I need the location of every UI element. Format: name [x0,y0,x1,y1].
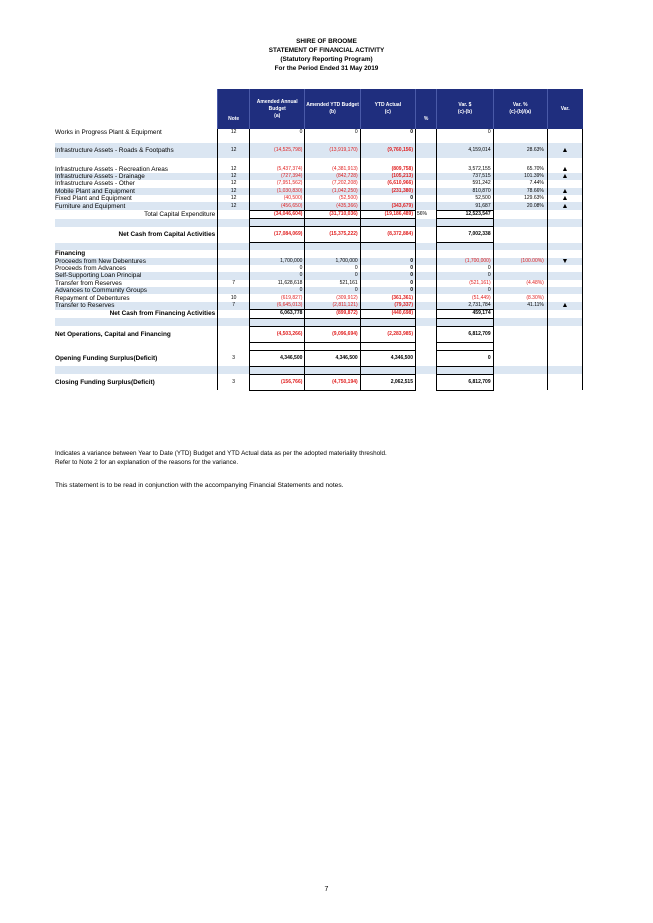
row-label: Infrastructure Assets - Other [55,180,135,188]
row-ytd-budget: (1,042,250) [305,188,360,195]
row-var-arrow [547,326,582,342]
row-var-arrow [547,210,582,218]
row-ytd-actual: 0 [360,129,415,136]
row-label: Fixed Plant and Equipment [55,195,132,203]
spacer-row [55,318,583,326]
row-var-pct [493,272,547,279]
row-note: 12 [218,143,250,158]
row-ytd-actual: (361,361) [360,294,415,301]
row-var-dollar: 0 [437,272,493,279]
row-var-pct [493,210,547,218]
row-note: 12 [218,129,250,136]
row-ytd-budget: (435,366) [305,202,360,210]
row-ytd-actual: 0 [360,265,415,272]
table-row [55,302,583,310]
table-header-row [55,89,583,129]
row-var-dollar [437,250,493,257]
note-line-1: Indicates a variance between Year to Date (YTD) Budget and YTD Actual data as per the adopted materiality threshold. [55,450,387,457]
row-var-pct: 28.63% [493,143,547,158]
row-var-dollar: 0 [437,287,493,294]
row-pct [415,326,436,342]
row-pct [415,258,436,265]
row-pct [415,350,436,366]
row-ytd-budget: 1,700,000 [305,258,360,265]
row-note [218,326,250,342]
row-var-pct: 78.66% [493,188,547,195]
spacer-row [55,219,583,227]
row-var-dollar: 459,174 [437,310,493,318]
row-ytd-actual: 0 [360,287,415,294]
spacer-row [55,366,583,374]
row-ytd-actual: 0 [360,280,415,287]
row-pct [415,302,436,310]
row-var-dollar: (51,449) [437,294,493,301]
row-var-arrow: ▲ [547,143,582,158]
page-number: 7 [324,886,329,893]
table-row [55,210,583,218]
col-pct: % [415,89,436,129]
row-annual-budget: (727,394) [250,173,305,180]
row-annual-budget: (6,645,013) [250,302,305,310]
row-var-arrow [547,294,582,301]
row-note [218,287,250,294]
row-var-arrow: ▲ [547,195,582,202]
row-ytd-actual: (19,186,489) [360,210,415,218]
table-row [55,326,583,342]
statement-title: STATEMENT OF FINANCIAL ACTIVITY [268,47,385,54]
col-var-pct: Var. % (c)-(b)/(a) [493,89,547,129]
row-var-dollar: 52,500 [437,195,493,202]
row-label: Net Operations, Capital and Financing [55,330,171,338]
row-ytd-actual: (105,213) [360,173,415,180]
row-ytd-budget: 0 [305,272,360,279]
row-pct [415,374,436,390]
row-var-arrow [547,265,582,272]
table-row [55,173,583,180]
row-note: 3 [218,350,250,366]
row-note: 12 [218,165,250,172]
row-label: Infrastructure Assets - Drainage [55,173,218,180]
row-ytd-budget: (9,096,694) [305,326,360,342]
row-var-pct: 129.63% [493,195,547,202]
row-label: Infrastructure Assets - Roads & Footpaths [55,143,218,158]
row-ytd-budget [305,250,360,257]
row-var-pct [493,350,547,366]
report-header [0,37,653,73]
row-annual-budget: (34,046,604) [250,210,305,218]
row-var-pct: (100.00%) [493,258,547,265]
row-annual-budget: (7,951,562) [250,180,305,187]
table-row [55,272,583,279]
row-var-arrow [547,250,582,257]
row-annual-budget: (5,437,374) [250,165,305,172]
row-label: Proceeds from Advances [55,265,127,273]
row-pct [415,195,436,202]
row-ytd-actual: 0 [360,195,415,202]
row-ytd-budget: (309,912) [305,294,360,301]
row-var-arrow: ▲ [547,165,582,172]
row-ytd-budget: 0 [305,287,360,294]
row-label: Furniture and Equipment [55,202,218,210]
table-row [55,143,583,158]
row-var-arrow [547,180,582,187]
row-var-pct: (8.30%) [493,294,547,301]
row-var-dollar: 0 [437,265,493,272]
row-var-pct [493,374,547,390]
row-label: Works in Progress Plant & Equipment [55,129,162,137]
row-pct [415,165,436,172]
row-var-pct [493,326,547,342]
row-var-dollar: 737,515 [437,173,493,180]
row-pct [415,129,436,136]
col-var-arrow: Var. [547,89,582,129]
org-name: SHIRE OF BROOME [296,38,357,45]
row-note [218,310,250,318]
row-ytd-budget: (842,728) [305,173,360,180]
row-ytd-actual: (231,380) [360,188,415,195]
row-annual-budget: 6,063,778 [250,310,305,318]
row-var-arrow: ▲ [547,202,582,210]
row-pct [415,202,436,210]
row-pct [415,188,436,195]
row-var-dollar: 7,002,338 [437,227,493,243]
row-ytd-budget: 4,346,500 [305,350,360,366]
row-var-dollar: 591,242 [437,180,493,187]
row-pct [415,280,436,287]
row-ytd-actual: 0 [360,272,415,279]
row-ytd-budget: (4,750,194) [305,374,360,390]
row-annual-budget: 0 [250,129,305,136]
row-annual-budget: 0 [250,265,305,272]
row-var-pct: 41.11% [493,302,547,310]
row-label: Financing [55,250,86,258]
row-ytd-actual: (79,337) [360,302,415,310]
row-ytd-budget: 0 [305,129,360,136]
row-var-pct [493,287,547,294]
row-var-dollar: 12,523,547 [437,210,493,218]
col-var-dollar: Var. $ (c)-(b) [437,89,493,129]
row-note: 12 [218,202,250,210]
table-row [55,250,583,257]
table-row [55,188,583,195]
table-row [55,227,583,243]
spacer-row [55,158,583,165]
row-var-dollar: (521,161) [437,280,493,287]
row-pct [415,180,436,187]
col-note: Note [218,89,250,129]
row-ytd-budget: 521,161 [305,280,360,287]
row-note: 7 [218,302,250,310]
row-var-dollar: 3,572,155 [437,165,493,172]
row-var-arrow [547,374,582,390]
row-annual-budget: 11,628,618 [250,280,305,287]
table-row [55,129,583,136]
row-var-dollar: (1,700,000) [437,258,493,265]
row-ytd-actual [360,250,415,257]
row-pct [415,272,436,279]
row-annual-budget: (14,525,798) [250,143,305,158]
row-note: 12 [218,173,250,180]
row-annual-budget [250,250,305,257]
row-note: 12 [218,188,250,195]
row-label: Total Capital Expenditure [144,210,216,218]
row-var-arrow: ▼ [547,258,582,265]
row-pct [415,173,436,180]
row-var-dollar: 810,870 [437,188,493,195]
row-var-pct: 7.44% [493,180,547,187]
row-ytd-actual: 0 [360,258,415,265]
row-annual-budget: (156,766) [250,374,305,390]
table-row [55,310,583,318]
row-var-dollar: 2,731,784 [437,302,493,310]
row-label: Repayment of Debentures [55,294,130,302]
row-note [218,210,250,218]
row-var-pct [493,310,547,318]
row-label: Self-Supporting Loan Principal [55,272,218,279]
row-var-arrow [547,129,582,136]
row-var-pct [493,227,547,243]
row-label: Opening Funding Surplus(Deficit) [55,354,158,362]
row-pct: 56% [415,210,436,218]
financial-activity-table [55,89,583,391]
table-row [55,195,583,202]
row-note [218,227,250,243]
row-var-pct: 65.70% [493,165,547,172]
row-annual-budget: 4,346,500 [250,350,305,366]
spacer-row [55,243,583,251]
row-var-arrow: ▲ [547,188,582,195]
row-label: Mobile Plant and Equipment [55,188,218,195]
row-ytd-actual: 2,062,515 [360,374,415,390]
row-var-dollar: 0 [437,129,493,136]
col-ytd-budget: Amended YTD Budget (b) [305,89,360,129]
row-annual-budget: 0 [250,272,305,279]
row-var-pct: 20.08% [493,202,547,210]
note-line-2: Refer to Note 2 for an explanation of the reasons for the variance. [55,459,239,466]
row-pct [415,143,436,158]
table-row [55,165,583,172]
row-label: Transfer to Reserves [55,302,218,310]
spacer-row [55,342,583,350]
col-annual-budget: Amended Annual Budget (a) [250,89,305,129]
row-label: Net Cash from Capital Activities [118,231,216,239]
row-ytd-budget: (7,202,208) [305,180,360,187]
row-ytd-budget: (2,811,121) [305,302,360,310]
row-var-dollar: 6,812,709 [437,374,493,390]
row-ytd-budget: (31,710,036) [305,210,360,218]
row-pct [415,310,436,318]
row-ytd-budget: (899,872) [305,310,360,318]
row-label: Closing Funding Surplus(Deficit) [55,378,155,386]
row-annual-budget: (4,503,266) [250,326,305,342]
row-var-pct: (4.48%) [493,280,547,287]
row-ytd-budget: (52,500) [305,195,360,202]
row-var-pct [493,129,547,136]
row-pct [415,250,436,257]
row-ytd-actual: (6,610,966) [360,180,415,187]
row-var-dollar: 6,812,709 [437,326,493,342]
row-var-arrow [547,272,582,279]
row-label: Advances to Community Groups [55,287,218,294]
table-row [55,180,583,187]
table-row [55,265,583,272]
row-annual-budget: (17,084,069) [250,227,305,243]
notes [55,449,387,468]
col-ytd-actual: YTD Actual (c) [360,89,415,129]
note-line-3: This statement is to be read in conjunction with the accompanying Financial Statements and notes. [55,482,344,489]
table-row [55,258,583,265]
row-var-arrow [547,280,582,287]
row-note [218,265,250,272]
row-label: Infrastructure Assets - Recreation Areas [55,165,168,173]
table-row [55,374,583,390]
row-pct [415,265,436,272]
statement-subtitle: (Statutory Reporting Program) [280,56,373,63]
row-annual-budget: (1,030,830) [250,188,305,195]
row-pct [415,294,436,301]
row-pct [415,227,436,243]
row-note: 12 [218,195,250,202]
row-ytd-actual: (2,283,985) [360,326,415,342]
row-var-arrow: ▲ [547,173,582,180]
row-note: 10 [218,294,250,301]
row-var-dollar: 4,159,014 [437,143,493,158]
row-ytd-actual: (440,698) [360,310,415,318]
row-note: 7 [218,280,250,287]
row-annual-budget: 1,700,000 [250,258,305,265]
period-label: For the Period Ended 31 May 2019 [274,65,379,72]
row-var-arrow [547,227,582,243]
row-note [218,272,250,279]
table-row [55,350,583,366]
row-ytd-budget: (15,375,222) [305,227,360,243]
row-ytd-actual: (8,372,884) [360,227,415,243]
row-var-pct: 101.39% [493,173,547,180]
row-var-pct [493,265,547,272]
row-ytd-budget: (13,919,170) [305,143,360,158]
row-note [218,258,250,265]
row-annual-budget: 0 [250,287,305,294]
table-row [55,294,583,301]
table-row [55,280,583,287]
row-label: Net Cash from Financing Activities [109,310,216,318]
row-annual-budget: (40,500) [250,195,305,202]
row-note [218,250,250,257]
row-var-dollar: 91,687 [437,202,493,210]
row-annual-budget: (456,650) [250,202,305,210]
row-annual-budget: (619,827) [250,294,305,301]
row-note: 12 [218,180,250,187]
row-var-arrow [547,350,582,366]
row-pct [415,287,436,294]
row-var-arrow: ▲ [547,302,582,310]
row-var-pct [493,250,547,257]
row-ytd-actual: (809,758) [360,165,415,172]
spacer-row [55,136,583,143]
row-ytd-actual: (343,679) [360,202,415,210]
row-ytd-budget: 0 [305,265,360,272]
table-row [55,202,583,210]
row-label: Proceeds from New Debentures [55,258,218,265]
row-var-dollar: 0 [437,350,493,366]
row-ytd-actual: 4,346,500 [360,350,415,366]
row-label: Transfer from Reserves [55,279,122,287]
row-note: 3 [218,374,250,390]
row-var-arrow [547,310,582,318]
row-ytd-actual: (9,760,156) [360,143,415,158]
row-ytd-budget: (4,381,913) [305,165,360,172]
table-row [55,287,583,294]
row-var-arrow [547,287,582,294]
